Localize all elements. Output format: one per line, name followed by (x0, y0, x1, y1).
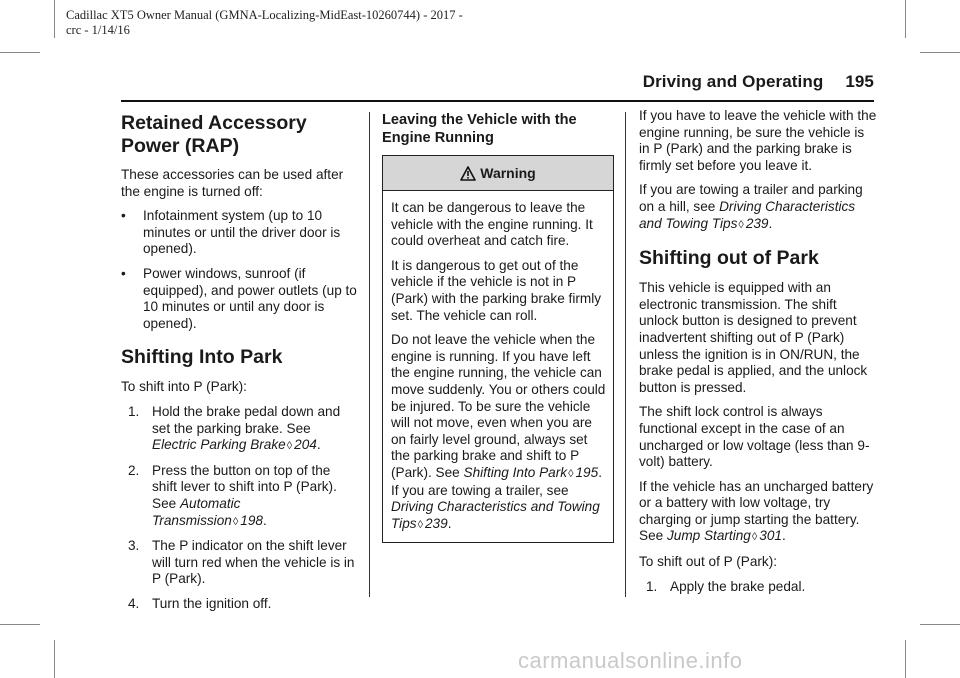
crop-mark (0, 52, 40, 53)
list-item (128, 538, 357, 588)
section-heading-rap (121, 112, 357, 158)
heading-line: Power (RAP) (121, 135, 240, 157)
column-right (639, 108, 877, 603)
crop-mark (920, 624, 960, 625)
step-number: 2. (128, 462, 140, 478)
column-left (121, 108, 357, 620)
crop-mark (905, 0, 906, 38)
paragraph: If you have to leave the vehicle with the engine running, be sure the vehicle is in P (Park) and the parking brake is firmly set before you leave it. (639, 108, 877, 173)
list-item (121, 208, 357, 258)
step-text: Hold the brake pedal down and set the parking brake. See (152, 403, 341, 436)
column-divider (369, 112, 370, 597)
list-item-text: Power windows, sunroof (if equipped), and power outlets (up to 10 minutes or until any door is opened). (143, 265, 357, 331)
page-reference[interactable]: 204 (294, 437, 317, 453)
step-number: 1. (128, 403, 140, 419)
page-number: 195 (845, 72, 874, 91)
paragraph-text: Do not leave the vehicle when the engine is running. If you have left the engine running, the vehicle can move suddenly. You or others could be injured. To be sure the vehicle will not move, even when you are on fairly level ground, always set the parking brake and shift to P (Park). See (391, 332, 606, 480)
crop-mark (920, 52, 960, 53)
metadata-line: crc - 1/14/16 (66, 23, 130, 37)
page-ref-icon: ◊ (232, 515, 239, 528)
step-list (121, 404, 357, 613)
page-reference[interactable]: 239 (425, 515, 448, 531)
cross-reference-link[interactable]: Jump Starting (666, 528, 751, 544)
running-header (560, 72, 874, 92)
column-middle (382, 108, 614, 543)
paragraph: It can be dangerous to leave the vehicle with the engine running. It could overheat and catch fire. (391, 200, 593, 249)
bullet-list (121, 208, 357, 332)
paragraph: This vehicle is equipped with an electronic transmission. The shift unlock button is designed to prevent inadvertent shifting out of P (Park) unless the ignition is in ON/RUN, the brake pedal is applied, and the unlock button is pressed. (639, 280, 868, 395)
list-item (128, 404, 357, 455)
heading-line: Leaving the Vehicle with the (382, 112, 577, 128)
list-item-text: Infotainment system (up to 10 minutes or until the driver door is opened). (143, 208, 341, 257)
page-reference[interactable]: 195 (575, 464, 599, 480)
crop-mark (905, 640, 906, 678)
punctuation: . (768, 215, 773, 231)
paragraph (639, 479, 877, 546)
page-ref-icon: ◊ (417, 518, 423, 531)
paragraph: These accessories can be used after the engine is turned off: (121, 167, 344, 199)
crop-mark (0, 624, 40, 625)
punctuation: . (262, 512, 267, 528)
page-reference[interactable]: 301 (759, 528, 782, 544)
page-ref-icon: ◊ (568, 467, 574, 480)
warning-body (383, 191, 613, 542)
step-number: 3. (128, 538, 140, 554)
bullet-marker: • (121, 208, 126, 224)
paragraph: The shift lock control is always functional except in the case of an uncharged or low voltage (less than 9-volt) battery. (639, 404, 870, 470)
paragraph-text: . If you are towing a trailer, see (391, 464, 602, 498)
bullet-marker: • (121, 265, 126, 281)
watermark-text: carmanualsonline.info (518, 648, 743, 673)
crop-mark (54, 640, 55, 678)
step-text: Apply the brake pedal. (670, 578, 806, 594)
punctuation: . (447, 515, 452, 531)
column-divider (625, 112, 626, 597)
step-text: The P indicator on the shift lever will turn red when the vehicle is in P (Park). (152, 538, 355, 587)
warning-header (383, 156, 613, 191)
cross-reference-link[interactable]: Electric Parking Brake (152, 437, 286, 453)
heading-line: Retained Accessory (121, 112, 307, 134)
crop-mark (54, 0, 55, 38)
paragraph-text: If the vehicle has an uncharged battery or a battery with low voltage, try charging or jump starting the battery. See (639, 478, 874, 544)
list-item (128, 596, 357, 613)
heading-line: Engine Running (382, 130, 494, 146)
paragraph: To shift into P (Park): (121, 379, 247, 395)
cross-reference-link[interactable]: Automatic Transmission (152, 495, 241, 528)
cross-reference-link[interactable]: Shifting Into Park (463, 464, 568, 480)
step-number: 1. (646, 578, 658, 594)
list-item (646, 579, 877, 596)
header-rule (121, 100, 874, 102)
page-ref-icon: ◊ (286, 440, 293, 453)
list-item (128, 463, 357, 530)
metadata-line: Cadillac XT5 Owner Manual (GMNA-Localizing-MidEast-10260744) - 2017 - (66, 8, 463, 22)
cross-reference-link[interactable]: Driving Characteristics and Towing Tips (391, 499, 600, 531)
paragraph (391, 332, 606, 533)
section-title: Driving and Operating (642, 72, 824, 91)
warning-label: Warning (480, 164, 536, 181)
paragraph (639, 182, 877, 233)
paragraph-text: If you are towing a trailer and parking on a hill, see (639, 182, 863, 214)
step-text: Turn the ignition off. (152, 595, 272, 611)
step-list (639, 579, 877, 596)
paragraph: To shift out of P (Park): (639, 554, 778, 570)
list-item (121, 266, 357, 332)
section-heading-park: Shifting Into Park (121, 346, 283, 369)
section-heading-shift-out: Shifting out of Park (639, 247, 819, 270)
page-reference[interactable]: 239 (745, 215, 769, 231)
step-number: 4. (128, 595, 140, 611)
page-ref-icon: ◊ (738, 218, 744, 231)
page-reference[interactable]: 198 (240, 512, 263, 528)
step-text: Press the button on top of the shift lever to shift into P (Park). See (152, 462, 337, 511)
page-ref-icon: ◊ (751, 531, 758, 544)
punctuation: . (781, 528, 786, 544)
subsection-heading (382, 111, 614, 147)
print-metadata (66, 8, 463, 38)
punctuation: . (316, 437, 321, 453)
warning-icon (460, 166, 476, 181)
paragraph: It is dangerous to get out of the vehicle if the vehicle is not in P (Park) with the parking brake firmly set. The vehicle can roll. (391, 257, 602, 323)
cross-reference-link[interactable]: Driving Characteristics and Towing Tips (639, 198, 856, 231)
warning-box (382, 155, 614, 543)
